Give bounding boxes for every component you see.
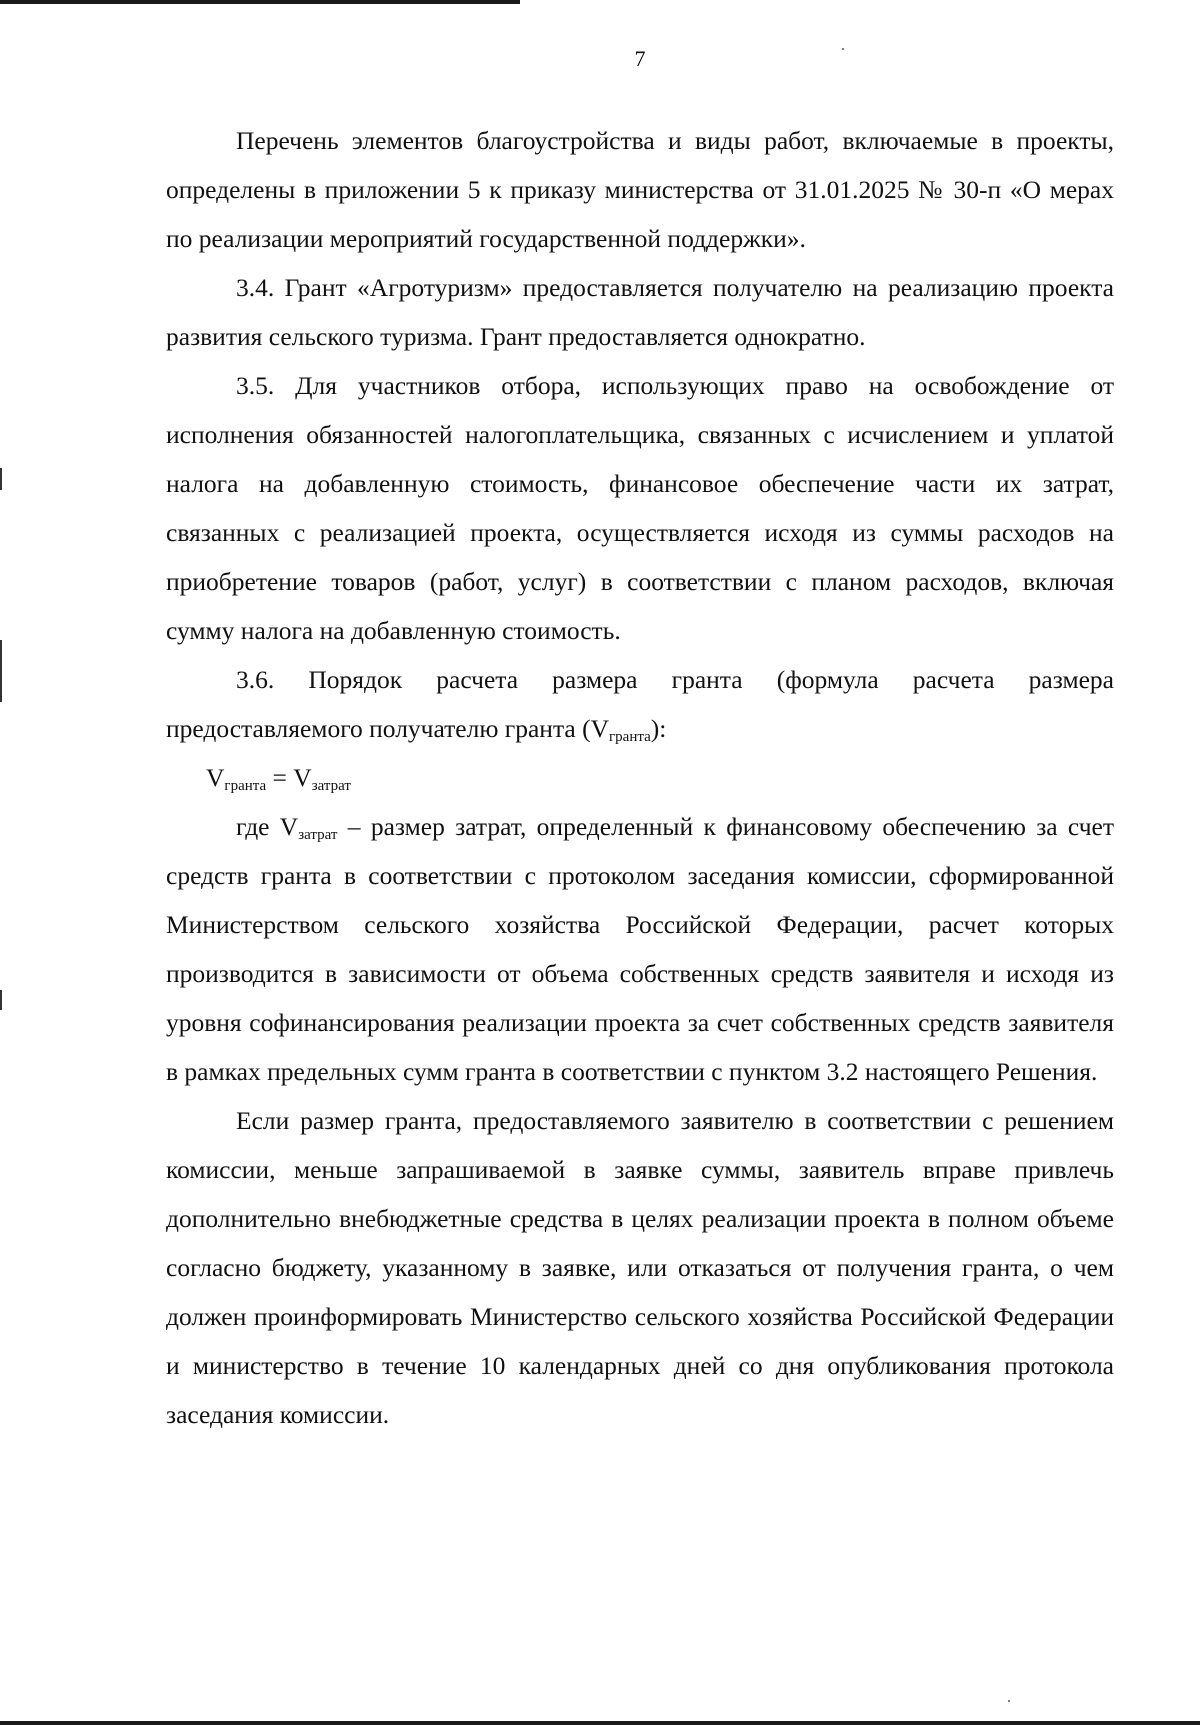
cost-variable-subscript: затрат bbox=[298, 827, 338, 843]
formula-lhs-subscript: гранта bbox=[224, 778, 267, 794]
scan-edge-bottom bbox=[0, 1721, 1200, 1725]
paragraph-landscaping-elements: Перечень элементов благоустройства и виды работ, включаемые в проекты, определены в приложении 5 к приказу министерства от 31.01.2025 № 30-п «О мерах по реализации мероприятий государственной поддержки». bbox=[166, 126, 1114, 253]
paragraph-3-6-end: ): bbox=[650, 714, 667, 743]
paragraph-3-4: 3.4. Грант «Агротуризм» предоставляется получателю на реализацию проекта развития сельского туризма. Грант предоставляется однократно. bbox=[166, 273, 1114, 351]
scan-mark bbox=[0, 468, 2, 490]
paragraph-3-5: 3.5. Для участников отбора, использующих право на освобождение от исполнения обязанностей налогоплательщика, связанных с исчислением и уплатой налога на добавленную стоимость, финансовое обеспечение части их затрат, связанных с реализацией проекта, осуществляется исходя из суммы расходов на приобретение товаров (работ, услуг) в соответствии с планом расходов, включая сумму налога на добавленную стоимость. bbox=[166, 371, 1114, 645]
grant-formula bbox=[166, 753, 1114, 802]
paragraph-formula-explanation bbox=[166, 802, 1114, 1096]
scan-mark bbox=[0, 990, 2, 1010]
paragraph-3-6 bbox=[166, 655, 1114, 753]
formula-rhs-subscript: затрат bbox=[311, 778, 351, 794]
scan-mark bbox=[0, 640, 2, 702]
formula-lhs-var: V bbox=[206, 763, 225, 792]
formula-equals: = bbox=[266, 763, 294, 792]
page-number: 7 bbox=[634, 46, 646, 71]
explanation-text: – размер затрат, определенный к финансовому обеспечению за счет средств гранта в соответствии с протоколом заседания комиссии, сформированной Министерством сельского хозяйства Российской Федерации, расчет которых производится в зависимости от объема собственных средств заявителя и исходя из уровня софинансирования реализации проекта за счет собственных средств заявителя в рамках предельных сумм гранта в соответствии с пунктом 3.2 настоящего Решения. bbox=[166, 812, 1114, 1086]
paragraph-grant-refusal: Если размер гранта, предоставляемого заявителю в соответствии с решением комиссии, меньше запрашиваемой в заявке суммы, заявитель вправе привлечь дополнительно внебюджетные средства в целях реализации проекта в полном объеме согласно бюджету, указанному в заявке, или отказаться от получения гранта, о чем должен проинформировать Министерство сельского хозяйства Российской Федерации и министерство в течение 10 календарных дней со дня опубликования протокола заседания комиссии. bbox=[166, 1106, 1114, 1429]
paragraph-3-6-text: 3.6. Порядок расчета размера гранта (формула расчета размера предоставляемого получателю гранта ( bbox=[166, 665, 1114, 743]
scan-dot bbox=[1008, 1700, 1010, 1702]
scan-edge-top bbox=[0, 0, 520, 4]
formula-rhs-var: V bbox=[293, 763, 312, 792]
grant-variable-subscript: гранта bbox=[609, 729, 651, 745]
explanation-start: где bbox=[236, 812, 280, 841]
cost-variable: V bbox=[279, 812, 299, 841]
document-body bbox=[166, 116, 1114, 1439]
grant-variable: V bbox=[590, 714, 610, 743]
